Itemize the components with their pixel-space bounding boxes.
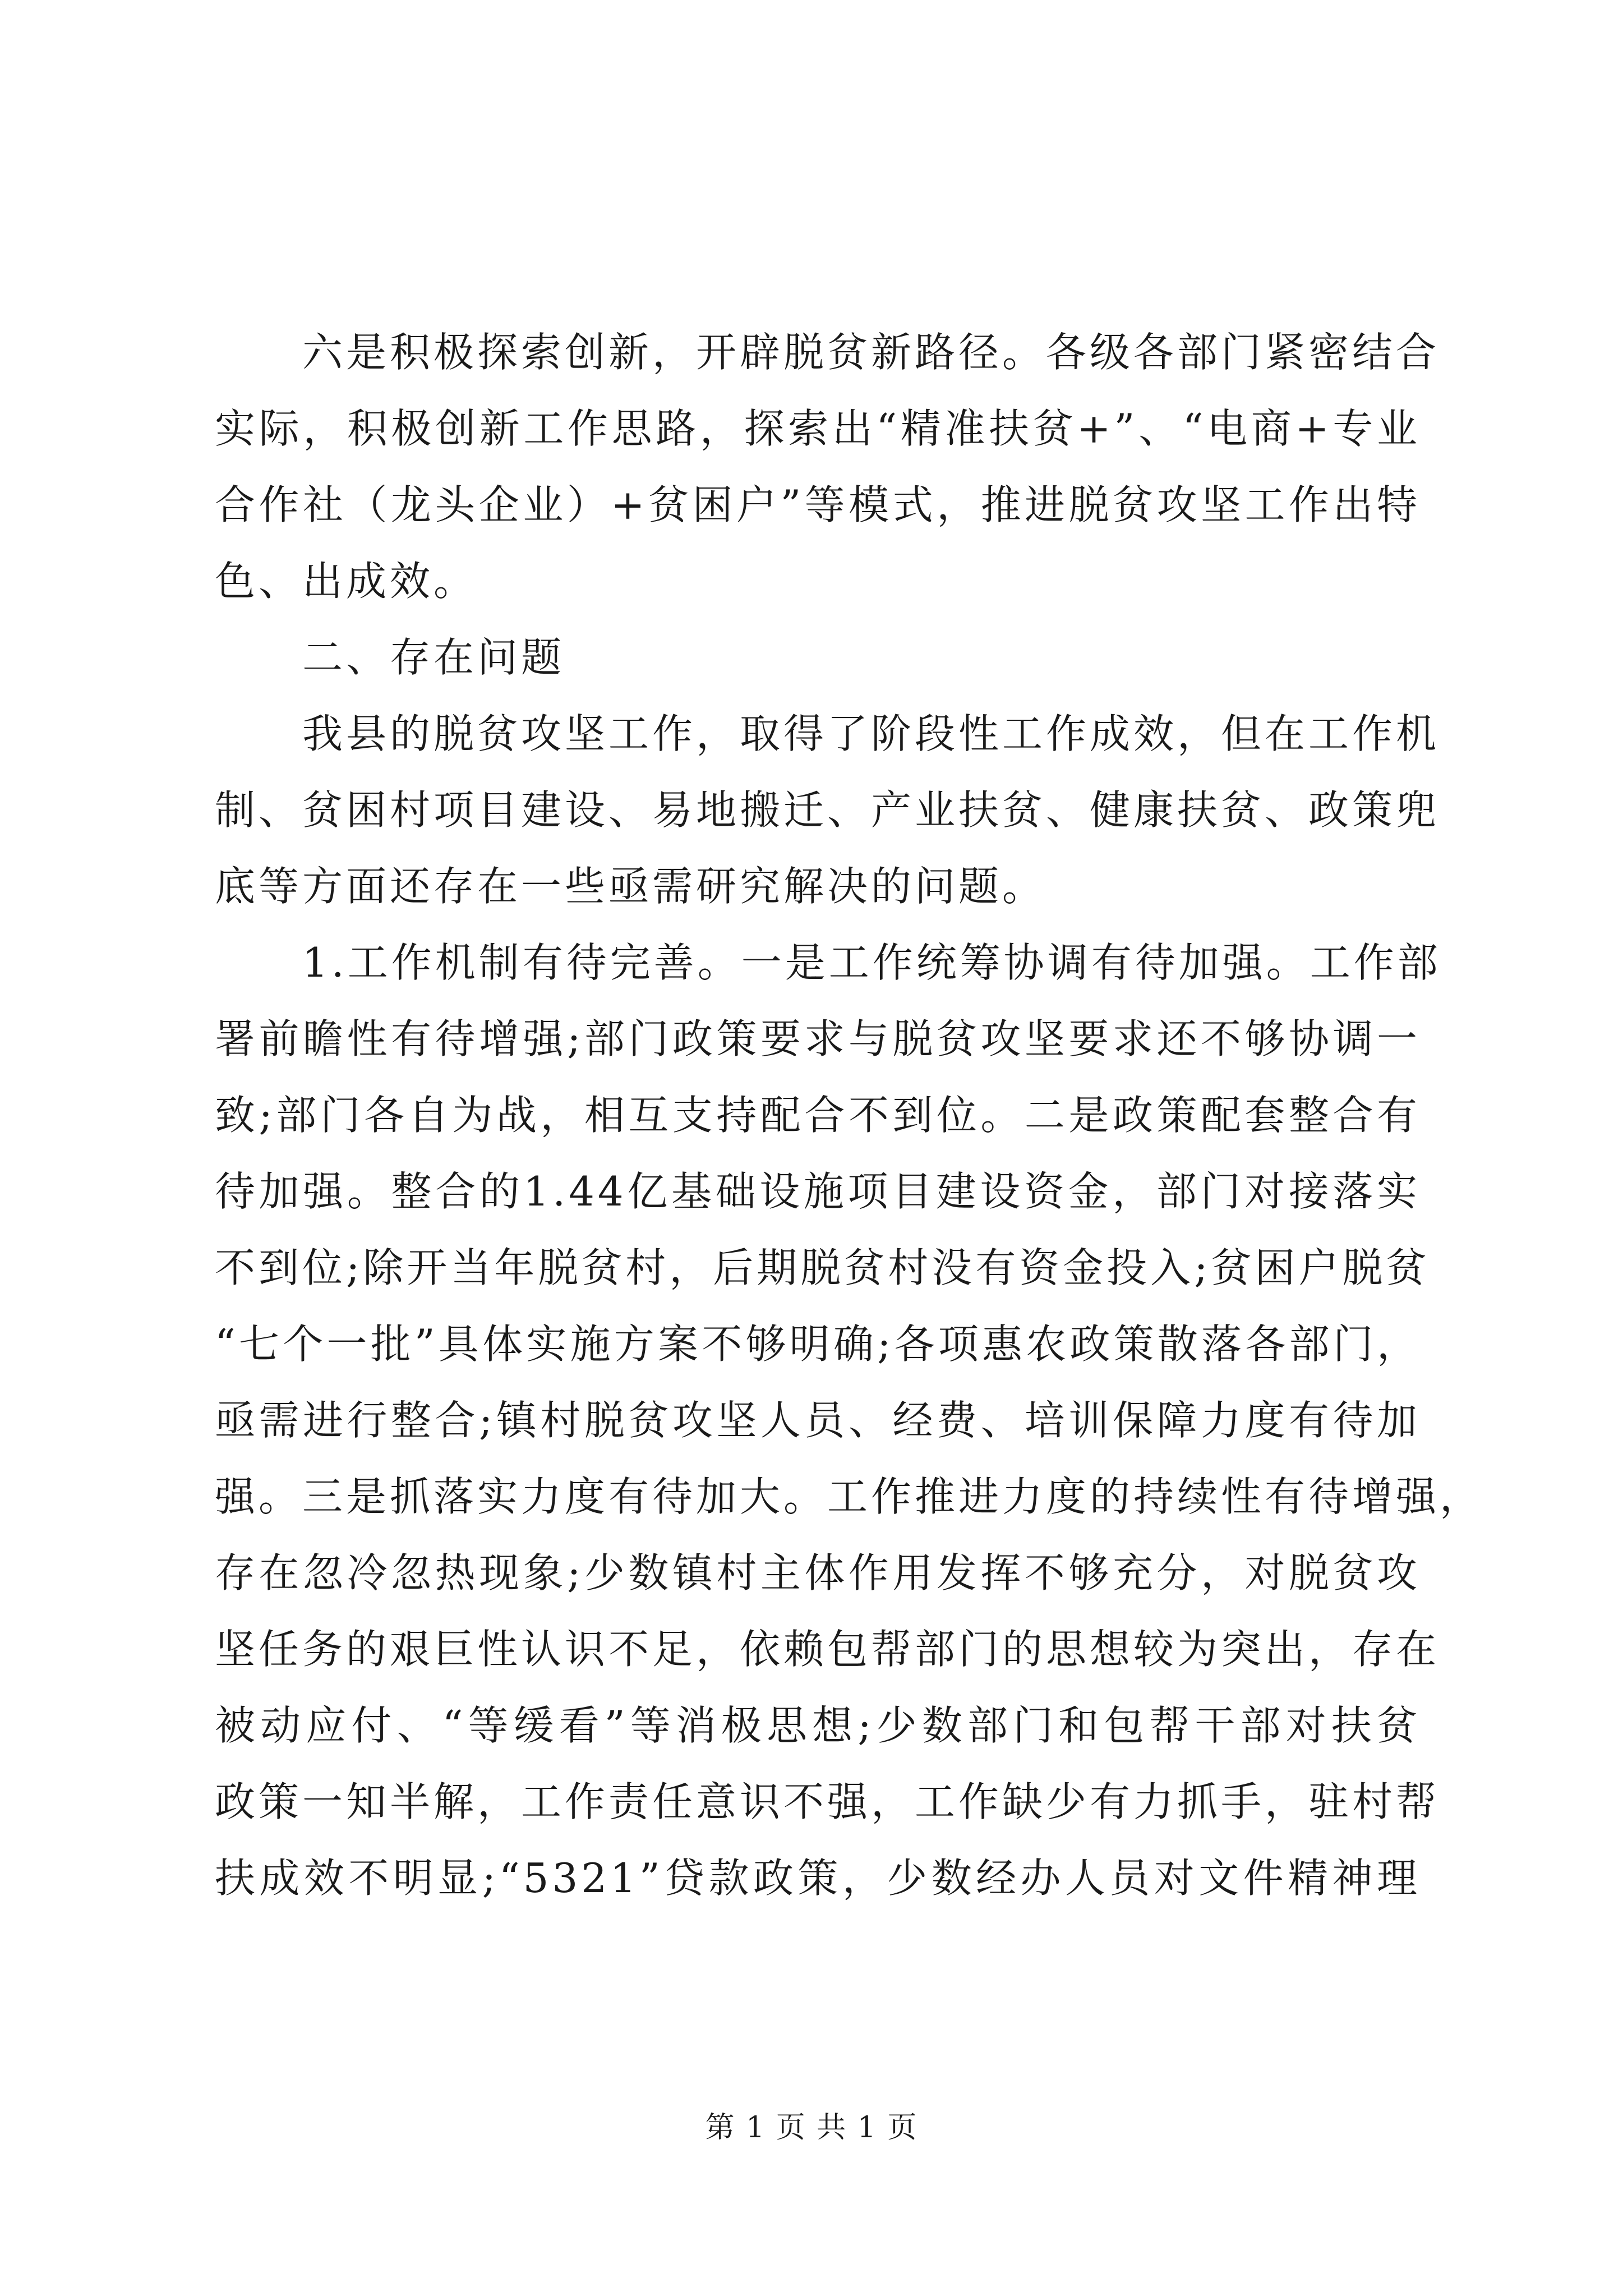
text-line: 色、出成效。 [215,558,478,605]
text-line: 坚任务的艰巨性认识不足，依赖包帮部门的思想较为突出，存在 [215,1626,1440,1673]
text-line: 被动应付、“等缓看”等消极思想;少数部门和包帮干部对扶贫 [215,1702,1421,1749]
text-line: “七个一批”具体实施方案不够明确;各项惠农政策散落各部门， [215,1320,1421,1368]
text-line: 署前瞻性有待增强;部门政策要求与脱贫攻坚要求还不够协调一 [215,1015,1421,1062]
text-line: 实际，积极创新工作思路，探索出“精准扶贫+”、“电商+专业 [215,405,1421,452]
text-line: 政策一知半解，工作责任意识不强，工作缺少有力抓手，驻村帮 [215,1778,1440,1825]
text-line: 存在忽冷忽热现象;少数镇村主体作用发挥不够充分，对脱贫攻 [215,1549,1421,1596]
text-line: 1.工作机制有待完善。一是工作统筹协调有待加强。工作部 [302,939,1441,986]
text-line: 不到位;除开当年脱贫村，后期脱贫村没有资金投入;贫困户脱贫 [215,1244,1430,1291]
text-line: 二、存在问题 [302,634,565,681]
text-line: 我县的脱贫攻坚工作，取得了阶段性工作成效，但在工作机 [302,710,1440,757]
text-line: 待加强。整合的1.44亿基础设施项目建设资金，部门对接落实 [215,1168,1421,1215]
text-line: 强。三是抓落实力度有待加大。工作推进力度的持续性有待增强， [215,1473,1484,1520]
text-line: 合作社（龙头企业）+贫困户”等模式，推进脱贫攻坚工作出特 [215,481,1421,528]
text-line: 制、贫困村项目建设、易地搬迁、产业扶贫、健康扶贫、政策兜 [215,786,1440,834]
text-line: 底等方面还存在一些亟需研究解决的问题。 [215,863,1046,910]
page-footer: 第 1 页 共 1 页 [705,2111,918,2145]
text-line: 致;部门各自为战，相互支持配合不到位。二是政策配套整合有 [215,1092,1421,1139]
text-line: 亟需进行整合;镇村脱贫攻坚人员、经费、培训保障力度有待加 [215,1397,1421,1444]
body-text [215,314,1484,1916]
text-line: 扶成效不明显;“5321”贷款政策，少数经办人员对文件精神理 [215,1855,1421,1902]
text-line: 六是积极探索创新，开辟脱贫新路径。各级各部门紧密结合 [302,329,1440,376]
